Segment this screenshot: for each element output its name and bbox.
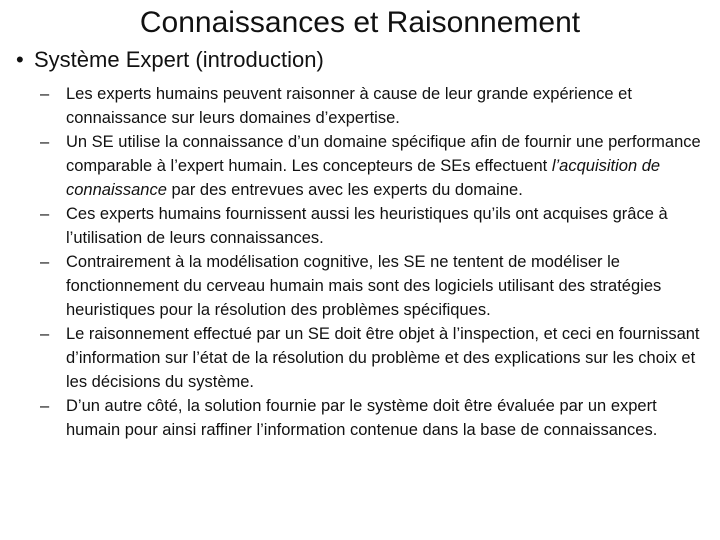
sub-bullet-list — [40, 82, 712, 442]
list-item — [40, 322, 712, 394]
dash-marker: – — [40, 397, 50, 415]
list-item — [40, 82, 712, 130]
slide-title: Connaissances et Raisonnement — [139, 6, 581, 39]
list-item — [40, 202, 712, 250]
dash-marker: – — [40, 253, 50, 271]
list-item-text-part: Un SE utilise la connaissance d’un domaine spécifique afin de fournir une performance comparable à l’expert humain. Les concepteurs de SEs effectuent — [66, 133, 701, 175]
bullet-marker: • — [16, 47, 24, 72]
list-item-text — [66, 130, 712, 202]
list-item — [40, 394, 712, 442]
dash-marker: – — [40, 205, 50, 223]
list-item-text-part: par des entrevues avec les experts du domaine. — [166, 181, 523, 199]
dash-marker: – — [40, 325, 50, 343]
list-item — [40, 250, 712, 322]
list-item-text: Les experts humains peuvent raisonner à cause de leur grande expérience et connaissance sur leurs domaines d’expertise. — [66, 85, 632, 127]
main-bullet — [16, 45, 710, 75]
list-item-text: Ces experts humains fournissent aussi les heuristiques qu’ils ont acquises grâce à l’utilisation de leurs connaissances. — [66, 205, 668, 247]
list-item-text: Contrairement à la modélisation cognitive, les SE ne tentent de modéliser le fonctionnement du cerveau humain mais sont des logiciels utilisant des stratégies heuristiques pour la résolution des problèmes spécifiques. — [66, 253, 662, 319]
dash-marker: – — [40, 85, 50, 103]
dash-marker: – — [40, 133, 50, 151]
list-item-text: Le raisonnement effectué par un SE doit être objet à l’inspection, et ceci en fournissant d’information sur l’état de la résolution du problème et des explications sur les choix et les décisions du système. — [66, 325, 700, 391]
list-item — [40, 130, 712, 202]
list-item-text: D’un autre côté, la solution fournie par le système doit être évaluée par un expert humain pour ainsi raffiner l’information contenue dans la base de connaissances. — [66, 397, 658, 439]
italic-term: l’acquisition de connaissance — [66, 157, 661, 199]
main-bullet-text: Système Expert (introduction) — [34, 47, 324, 72]
